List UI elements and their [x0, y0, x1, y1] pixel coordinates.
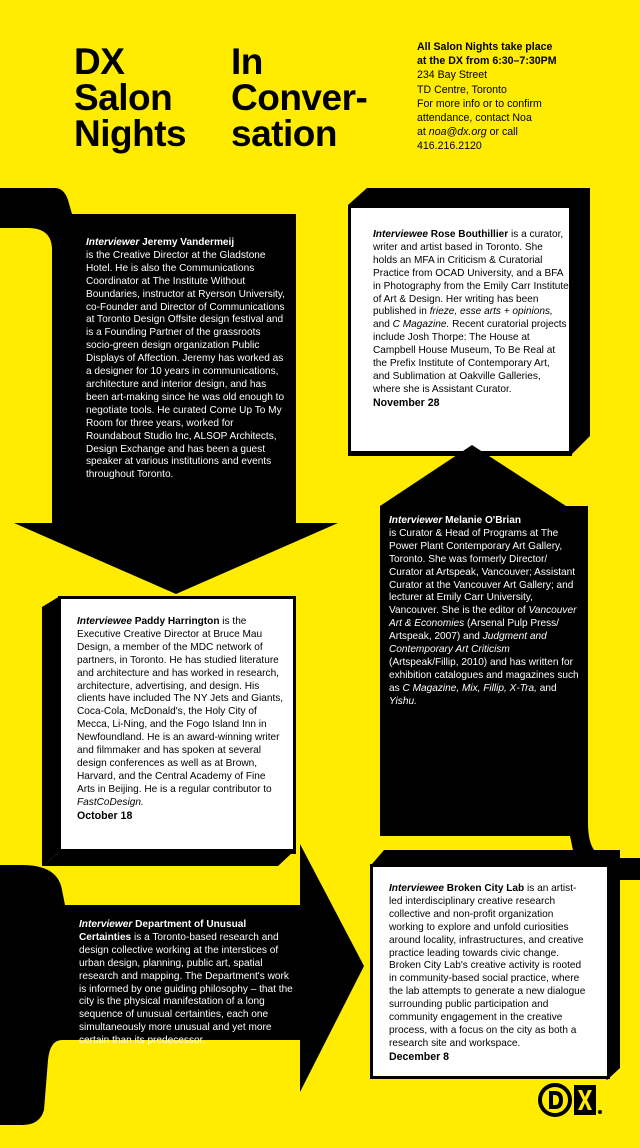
card-paddy-shadow-bottom [42, 852, 293, 866]
event-date: December 8 [389, 1050, 450, 1063]
role-label: Interviewee [373, 229, 428, 240]
person-bio: is a Toronto-based research and design collective working at the interstices of urban design, planning, public art, spatial research and mapping. The Department's work is informed by one guiding philosophy – that the city is the physical manifestation of a long sequence of unusual certainties, each one simultaneously more unusual and yet more certain than its predecessor. [79, 931, 293, 1047]
phone-number[interactable]: 416.216.2120 [417, 140, 482, 153]
interviewer-melanie [389, 515, 579, 709]
publication: C Magazine, Mix, Fillip, X-Tra, [402, 682, 537, 694]
publication: Yishu. [389, 695, 417, 707]
info-at: at [417, 126, 426, 139]
role-label: Interviewer [79, 919, 133, 930]
info-line: 234 Bay Street [417, 69, 488, 82]
info-line: TD Centre, Toronto [417, 83, 507, 96]
interviewee-paddy [77, 616, 285, 823]
card-paddy-shadow [42, 596, 60, 866]
person-bio: is the Creative Director at the Gladstone Hotel. He is also the Communications Coordinator at The Institute Without Boundaries, instructor at Ryerson University, co-Founder and Director of Communications at Toronto Design Offsite design festival and is a Founding Partner of the grassroots socio-green design organization Public Displays of Affection. Jeremy has worked as a designer for 10 years in communications, architecture and interior design, and has been art-making since he was old enough to negotiate tools. He curated Come Up To My Room for three years, worked for Roundabout Studio Inc, ALSOP Architects, Design Exchange and has been a guest speaker at various institutions and events throughout Toronto. [86, 249, 285, 481]
title-line: Nights [74, 113, 187, 154]
interviewee-rose [373, 229, 569, 410]
role-label: Interviewee [77, 616, 132, 627]
person-bio: is Curator & Head of Programs at The Power Plant Contemporary Art Gallery, Toronto. She was formerly Director/ Curator at Artspeak, Vancouver; Assistant Curator at the Vancouver Art Gallery; and lecturer at Emily Carr University, Vancouver. She is the editor of [389, 527, 576, 617]
interviewee-bcl [389, 883, 589, 1064]
info-line: attendance, contact Noa [417, 112, 532, 125]
role-label: Interviewee [389, 883, 444, 894]
publication: Vancouver Art & Economies [389, 605, 577, 630]
person-bio: is an artist-led interdisciplinary creative research collective and non-profit organization working to explore and unfold curiosities around locality, infrastructures, and creative practice leading towards civic change. Broken City Lab's creative activity is rooted in community-based social practice, where the lab attempts to generate a new dialogue surrounding public participation and community engagement in the creative process, with a focus on the city as both a research site and workspace. [389, 883, 586, 1049]
person-bio: (Arsenal Pulp Press/ Artspeak, 2007) and [389, 618, 559, 643]
conjunction: and [539, 682, 557, 694]
title-dx-salon-nights [74, 41, 187, 154]
role-label: Interviewer [86, 237, 140, 248]
person-name: Department of Unusual Certainties [79, 919, 247, 943]
person-name: Broken City Lab [446, 883, 525, 894]
publication: Judgment and Contemporary Art Criticism [389, 631, 547, 656]
title-line: DX [74, 41, 125, 82]
interviewer-duc [79, 919, 294, 1048]
info-bold-line: All Salon Nights take place [417, 41, 553, 53]
info-bold-line: at the DX from 6:30–7:30PM [417, 55, 557, 68]
role-label: Interviewer [389, 515, 443, 526]
person-bio: is the Executive Creative Director at Bruce Mau Design, a member of the MDC network of partners, in Toronto. He has studied literature and architecture and has worked in research, architecture, advertising, and design. His clients have included The NY Jets and Giants, Coca-Cola, McDonald's, the Holy City of Mecca, Li-Ning, and the Fogo Island Inn in Newfoundland. He is an award-winning writer and filmmaker and has spoken at several design conferences as well as at Brown, Harvard, and the Central Academy of Fine Arts in Beijing. He is a regular contributor to [77, 616, 284, 795]
info-or: or call [489, 126, 518, 139]
title-line: In [231, 41, 263, 82]
event-date: October 18 [77, 809, 133, 822]
publication: C Magazine. [392, 319, 450, 331]
conjunction: and [373, 319, 390, 331]
event-date: November 28 [373, 396, 440, 409]
person-name: Paddy Harrington [134, 616, 220, 627]
title-line: sation [231, 113, 337, 154]
title-in-conversation [231, 41, 368, 154]
publication: frieze, esse arts + opinions, [429, 306, 553, 318]
event-info [417, 40, 632, 154]
publication: FastCoDesign. [77, 796, 144, 808]
person-bio: (Artspeak/Fillip, 2010) and has written for exhibition catalogues and magazines such as [389, 656, 579, 694]
title-line: Salon [74, 77, 173, 118]
person-bio: is a curator, writer and artist based in Toronto. She holds an MFA in Criticism & Curatorial Practice from OCAD University, and a BFA in Photography from the Emily Carr Institute of Art & Design. Her writing has been published in [373, 229, 569, 318]
person-bio: Recent curatorial projects include Josh Thorpe: The House at Campbell House Museum, To Be Real at the Prefix Institute of Contemporary Art, and Sublimation at Oakville Galleries, where she is Assistant Curator. [373, 319, 567, 395]
person-name: Rose Bouthillier [430, 229, 509, 240]
interviewer-jeremy [86, 237, 286, 482]
person-name: Melanie O'Brian [445, 515, 522, 526]
info-contact-line [417, 125, 632, 139]
title-line: Conver- [231, 77, 368, 118]
email-link[interactable]: noa@dx.org [428, 126, 487, 139]
person-name: Jeremy Vandermeij [142, 237, 235, 248]
info-line: For more info or to confirm [417, 97, 542, 110]
dx-logo[interactable] [537, 1080, 603, 1120]
